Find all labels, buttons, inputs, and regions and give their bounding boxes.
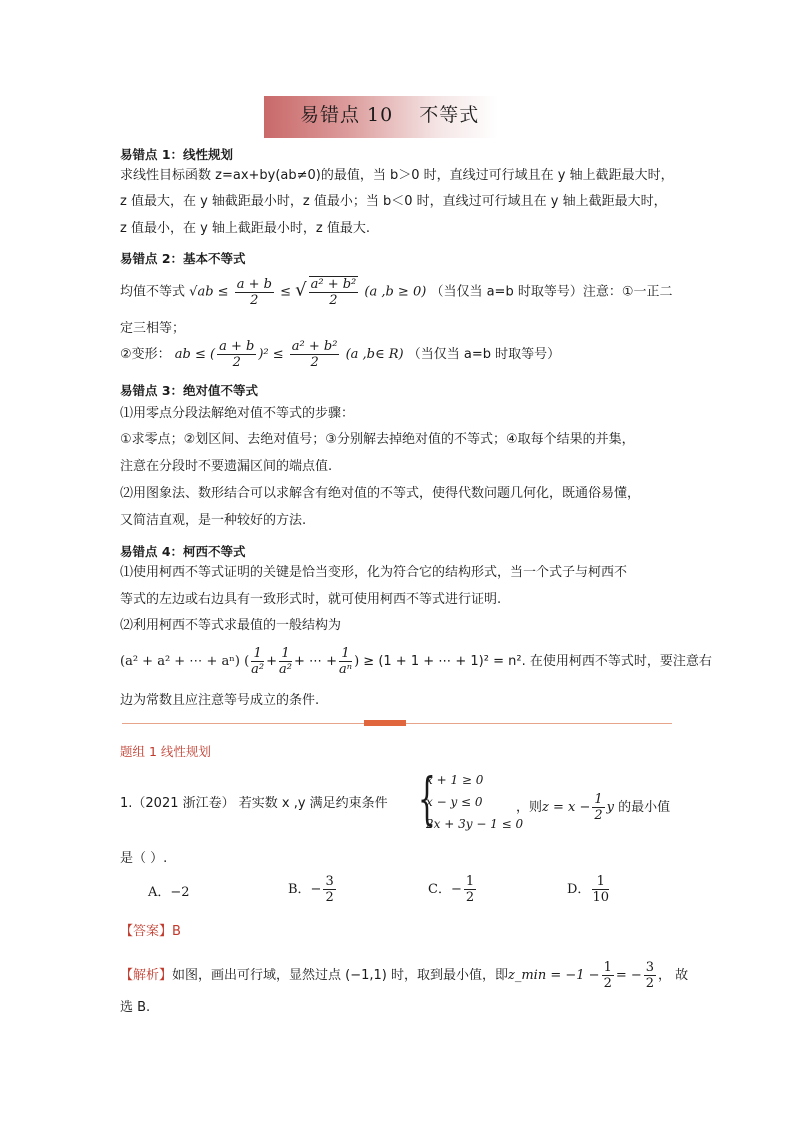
s3-line-4: ⑵用图象法、数形结合可以求解含有绝对值的不等式，使得代数问题几何化，既通俗易懂， xyxy=(120,486,641,501)
explanation-zmin: z_min = −1 − xyxy=(508,968,600,983)
group-heading: 题组 1 线性规划 xyxy=(120,744,211,759)
q1-stem-pre: 1.（2021 浙江卷） 若实数 x ,y 满足约束条件 xyxy=(120,796,388,811)
q1-stem-mid xyxy=(516,792,670,823)
title-part1: 易错点 10 xyxy=(300,104,394,126)
section-2-heading: 易错点 2：基本不等式 xyxy=(120,251,246,266)
q1-post: 的最小值 xyxy=(618,800,671,815)
section-3-heading: 易错点 3：绝对值不等式 xyxy=(120,383,259,398)
q1-z-frac: $\frac{1}{2}$ xyxy=(594,792,603,823)
q1-stem-line-2: 是（ ）. xyxy=(120,851,168,866)
answer-value: B xyxy=(172,924,181,939)
s2-l3-post: （当仅当 a=b 时取等号） xyxy=(407,347,561,362)
constraint-list xyxy=(426,769,523,835)
s3-line-5: 又简洁直观，是一种较好的方法. xyxy=(120,513,307,528)
option-d: D． $\frac{1}{10}$ xyxy=(567,874,609,905)
constraint-1: x + 1 ≥ 0 xyxy=(426,773,484,787)
s2-le: ≤ xyxy=(280,284,291,300)
s3-line-1: ⑴用零点分段法解绝对值不等式的步骤： xyxy=(120,406,355,421)
explanation-line-2: 选 B. xyxy=(120,1000,151,1015)
section-1-heading: 易错点 1：线性规划 xyxy=(120,147,234,162)
s2-l3-frac-1: $\frac{a + b}{2}$ xyxy=(219,339,255,370)
q1-mid: ，则 xyxy=(516,800,543,815)
s2-l3-pre: ②变形： xyxy=(120,347,171,362)
s4-line-4: (a² + a² + ⋯ + aⁿ) ( $\frac{1}{\text{a²}}$ + $\frac{1}{\text{a²}}$ + ⋯ + $\frac{1}{\text{aⁿ}}$ ) ≥ (1 + 1 + ⋯ + 1)² = n². 在使用柯西不等式时，要注意右 xyxy=(120,646,712,677)
s2-line-2: 定三相等； xyxy=(120,321,186,336)
s2-line-1 xyxy=(120,276,672,308)
sqrt-sign: √ xyxy=(295,279,307,301)
s4-l4-pre: (a² + a² + ⋯ + aⁿ) xyxy=(120,654,240,669)
cauchy-frac-1: $\frac{1}{\text{a²}}$ xyxy=(251,646,265,677)
s4-line-1: ⑴使用柯西不等式证明的关键是恰当变形，化为符合它的结构形式，当一个式子与柯西不 xyxy=(120,565,628,580)
s4-line-2: 等式的左边或右边具有一致形式时，就可使用柯西不等式进行证明. xyxy=(120,592,502,607)
cauchy-frac-3: $\frac{1}{\text{aⁿ}}$ xyxy=(339,646,353,677)
page-title xyxy=(300,100,479,127)
divider-center xyxy=(364,720,406,726)
s4-line-5: 边为常数且应注意等号成立的条件. xyxy=(120,693,320,708)
option-a: A．−2 xyxy=(148,885,190,900)
s3-line-2: ①求零点；②划区间、去绝对值号；③分别解去掉绝对值的不等式；④取每个结果的并集， xyxy=(120,432,635,447)
s2-frac-2: $\frac{\text{a² + b²}}{2}$ xyxy=(310,277,357,308)
option-c: C．− $\frac{1}{2}$ xyxy=(428,874,475,905)
q1-z: z = x − xyxy=(542,800,591,815)
answer-label: 【答案】 xyxy=(120,924,173,939)
explanation-text: 如图，画出可行域，显然过点 (−1,1) 时，取到最小值，即 xyxy=(172,968,508,983)
q1-zy: y xyxy=(606,800,615,815)
s1-line-3: z 值最小，在 y 轴上截距最小时，z 值最大. xyxy=(120,221,371,236)
section-4-heading: 易错点 4：柯西不等式 xyxy=(120,544,246,559)
s3-line-3: 注意在分段时不要遗漏区间的端点值. xyxy=(120,459,333,474)
s2-cond: (a ,b ≥ 0) xyxy=(364,284,427,300)
constraint-brace: { xyxy=(418,767,436,832)
constraint-3: 2x + 3y − 1 ≤ 0 xyxy=(426,817,524,831)
cauchy-frac-2: $\frac{1}{\text{a²}}$ xyxy=(279,646,292,677)
explanation-label: 【解析】 xyxy=(120,968,173,983)
s2-l1-post: （当仅当 a=b 时取等号）注意：①一正二 xyxy=(430,284,673,300)
answer-line xyxy=(120,920,181,939)
divider-left xyxy=(122,723,364,724)
s2-sqrt-ab: √ab ≤ xyxy=(189,284,229,300)
s2-l3-cond: (a ,b∈ R) xyxy=(345,347,404,362)
option-b: B．− $\frac{3}{2}$ xyxy=(288,874,334,905)
explanation-line-1: 【解析】如图，画出可行域，显然过点 (−1,1) 时，取到最小值，即z_min = −1 − $\frac{1}{2}$ = − $\frac{3}{2}$ ， 故 xyxy=(120,960,689,991)
constraint-2: x − y ≤ 0 xyxy=(426,795,483,809)
s1-line-2: z 值最大，在 y 轴截距最小时，z 值最小；当 b＜0 时，直线过可行域且在 y 轴上截距最大时， xyxy=(120,194,667,209)
s2-frac-1: $\frac{a + b}{2}$ xyxy=(236,276,272,308)
s4-l4-post: ≥ (1 + 1 + ⋯ + 1)² = n². 在使用柯西不等式时，要注意右 xyxy=(363,654,712,669)
s2-l1-pre: 均值不等式 xyxy=(120,284,186,300)
s2-l3-frac-2: $\frac{\text{a² + b²}}{2}$ xyxy=(291,339,338,370)
s2-l3-m1: ab ≤ ( xyxy=(174,347,216,362)
s2-l3-m2: )² ≤ xyxy=(258,347,284,362)
divider-right xyxy=(406,723,672,724)
s1-line-1: 求线性目标函数 z=ax+by(ab≠0)的最值，当 b＞0 时，直线过可行域且在 y 轴上截距最大时， xyxy=(120,168,674,183)
s4-line-3: ⑵利用柯西不等式求最值的一般结构为 xyxy=(120,618,342,633)
s2-line-3 xyxy=(120,339,560,370)
title-part2: 不等式 xyxy=(419,104,480,126)
